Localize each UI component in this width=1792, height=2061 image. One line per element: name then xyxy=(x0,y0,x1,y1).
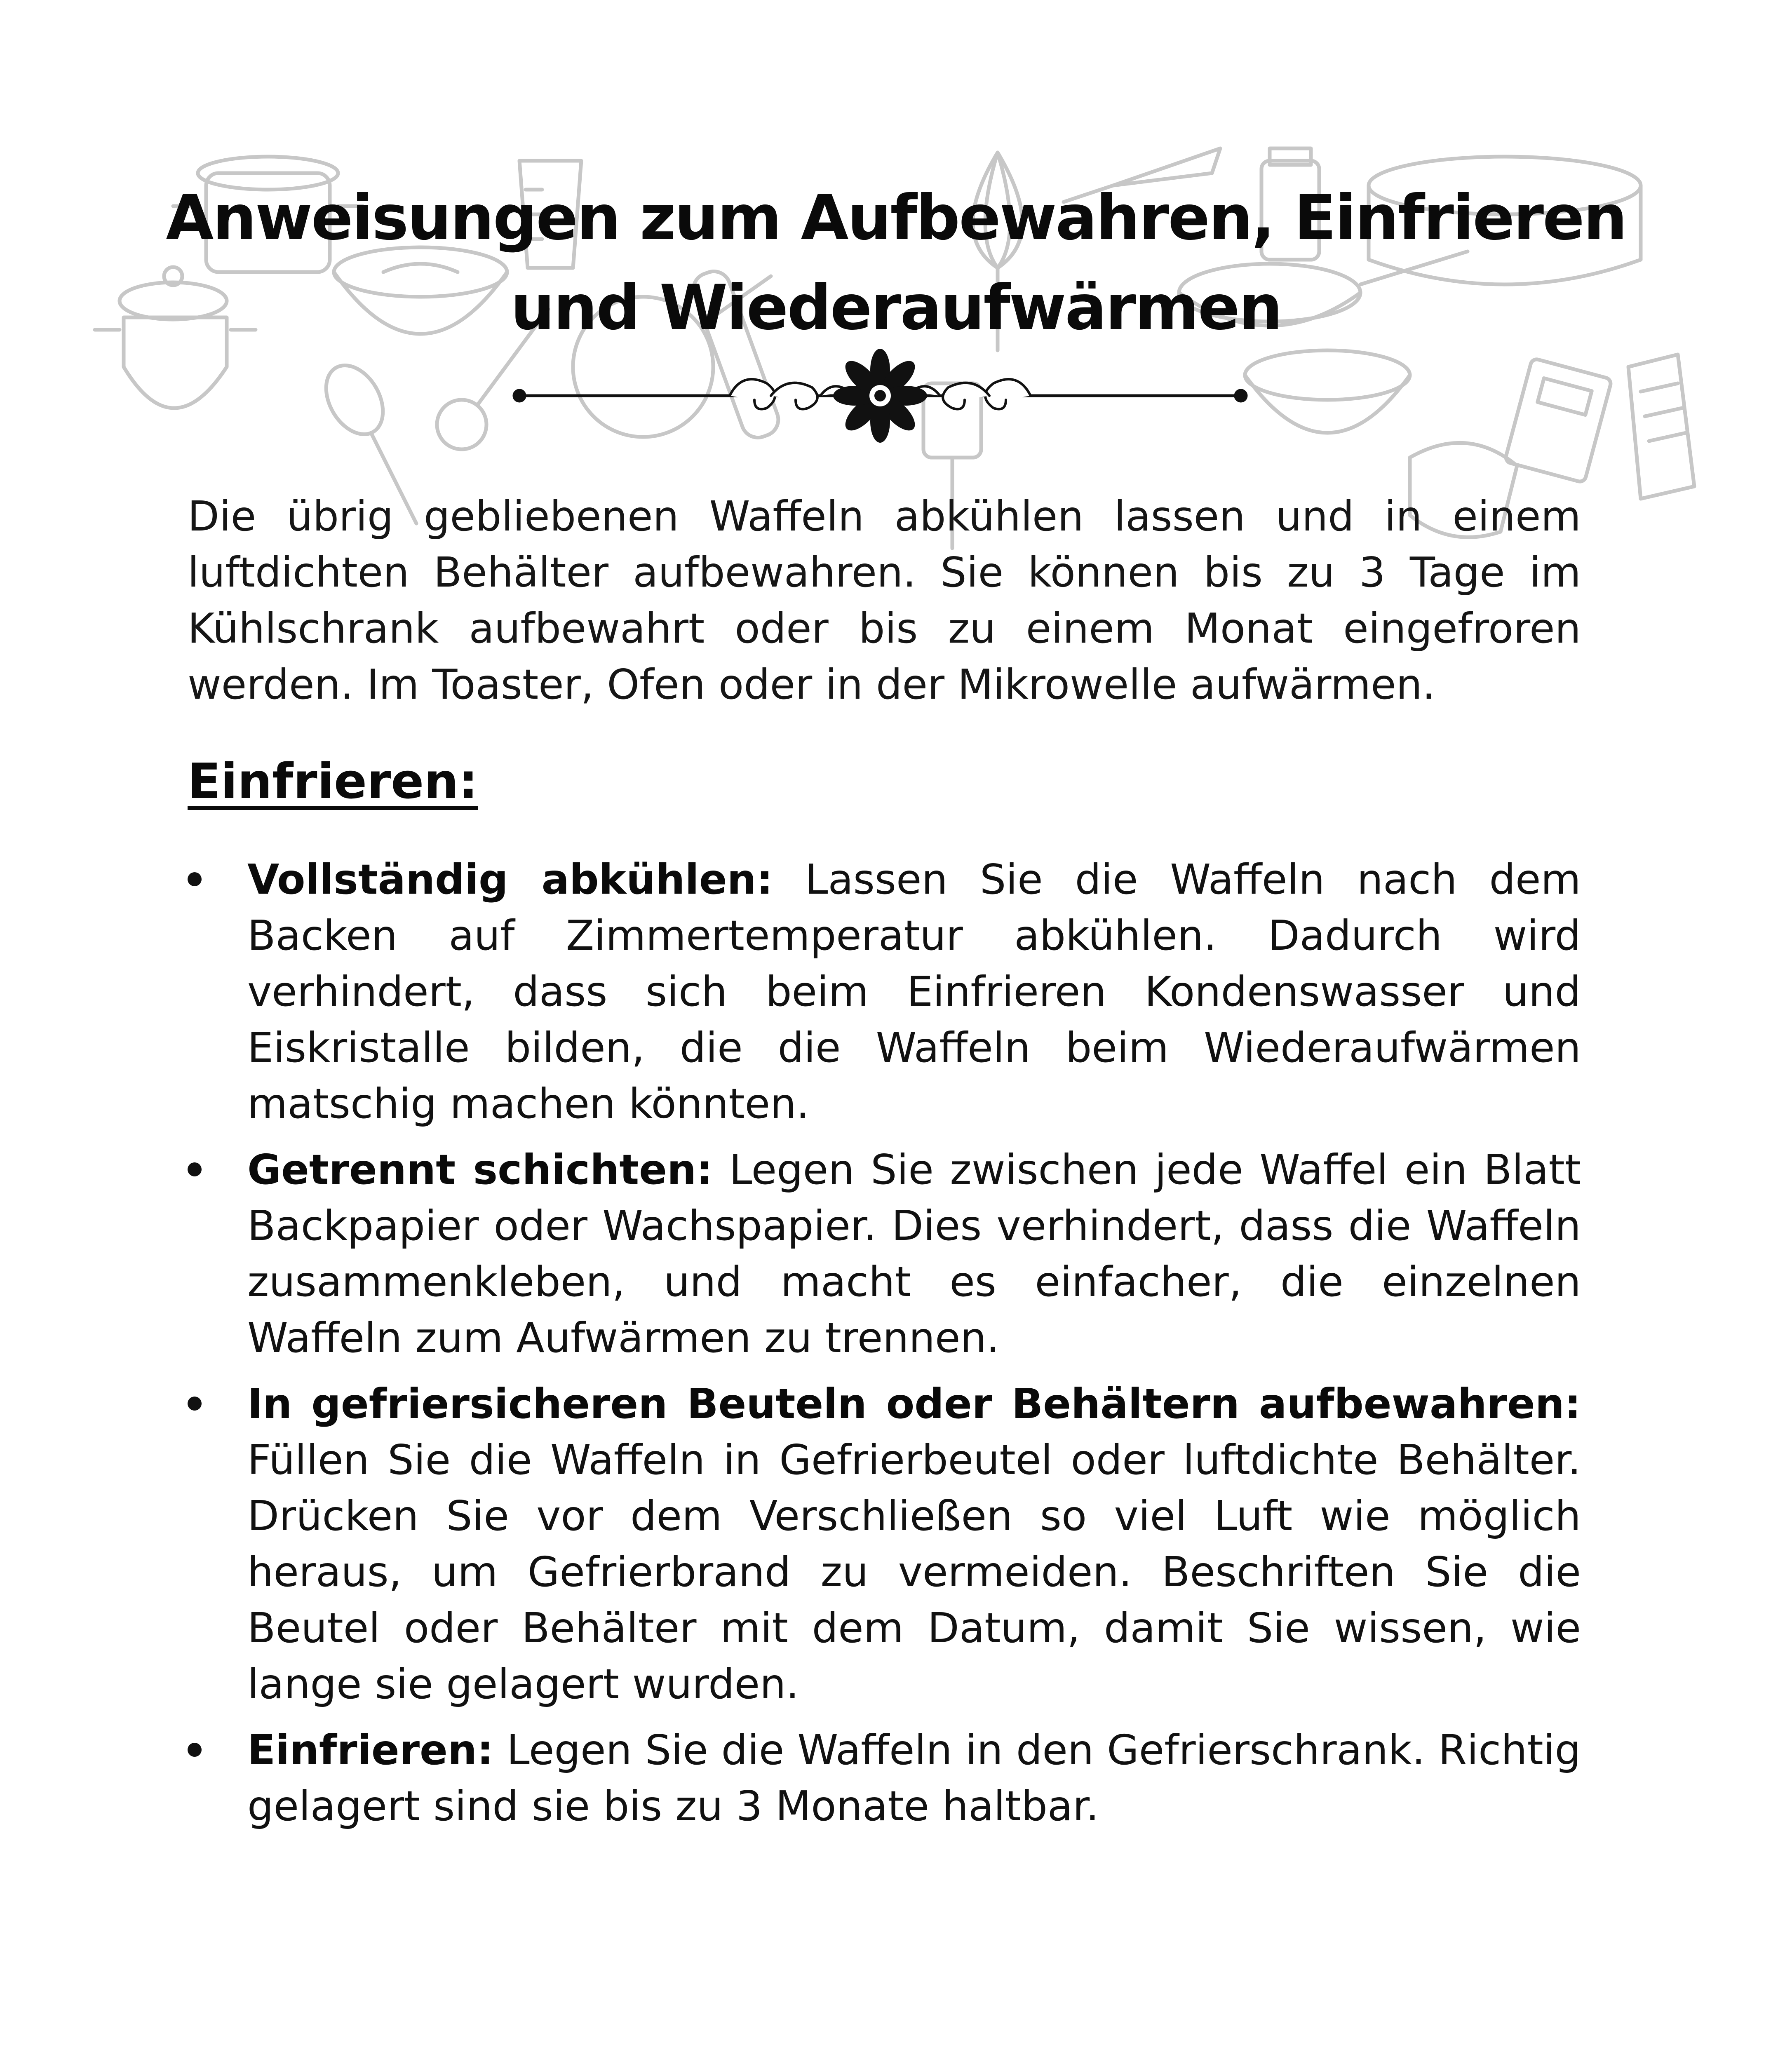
section-heading-freezing: Einfrieren: xyxy=(188,753,478,810)
list-item-text: Lassen Sie die Waffeln nach dem Backen auf Zimmertemperatur abkühlen. Dadurch wird verhindert, dass sich beim Einfrieren Kondenswasser und Eiskristalle bilden, die die Waffeln beim Wiederaufwärmen matschig machen könnten. xyxy=(247,855,1581,1128)
list-item-text: Legen Sie zwischen jede Waffel ein Blatt Backpapier oder Wachspapier. Dies verhindert, dass die Waffeln zusammenkleben, und macht es einfacher, die einzelnen Waffeln zum Aufwärmen zu trennen. xyxy=(247,1146,1581,1362)
intro-paragraph: Die übrig gebliebenen Waffeln abkühlen lassen und in einem luftdichten Behälter aufbewahren. Sie können bis zu 3 Tage im Kühlschrank aufbewahrt oder bis zu einem Monat eingefroren werden. Im Toaster, Ofen oder in der Mikrowelle aufwärmen. xyxy=(188,492,1581,709)
grater-icon xyxy=(1628,354,1694,499)
list-item xyxy=(188,1142,1581,1366)
scale-icon xyxy=(1505,358,1612,483)
freezing-steps-list xyxy=(188,852,1581,1844)
list-item xyxy=(188,1722,1581,1834)
list-item-label: Vollständig abkühlen: xyxy=(247,855,773,904)
bullet-icon xyxy=(188,872,202,886)
scroll-flourish-left-icon xyxy=(730,379,849,409)
list-item xyxy=(188,1376,1581,1712)
page-title xyxy=(165,173,1627,353)
list-item-label: Getrennt schichten: xyxy=(247,1146,713,1194)
list-item-text: Legen Sie die Waffeln in den Gefrierschrank. Richtig gelagert sind sie bis zu 3 Monate haltbar. xyxy=(247,1726,1581,1830)
bullet-icon xyxy=(188,1743,202,1757)
bullet-icon xyxy=(188,1162,202,1176)
flower-icon xyxy=(833,349,927,443)
list-item-text: Füllen Sie die Waffeln in Gefrierbeutel oder luftdichte Behälter. Drücken Sie vor dem Verschließen so viel Luft wie möglich heraus, um Gefrierbrand zu vermeiden. Beschriften Sie die Beutel oder Behälter mit dem Datum, damit Sie wissen, wie lange sie gelagert wurden. xyxy=(247,1436,1581,1708)
list-item xyxy=(188,852,1581,1132)
ornamental-divider xyxy=(507,342,1253,449)
list-item-label: In gefriersicheren Beuteln oder Behältern aufbewahren: xyxy=(247,1380,1581,1428)
bowl-icon xyxy=(1245,350,1410,433)
page-title-line-2: und Wiederaufwärmen xyxy=(510,272,1282,344)
bullet-icon xyxy=(188,1397,202,1411)
page-title-line-1: Anweisungen zum Aufbewahren, Einfrieren xyxy=(166,182,1626,254)
scroll-flourish-right-icon xyxy=(911,379,1031,409)
list-item-label: Einfrieren: xyxy=(247,1726,494,1774)
